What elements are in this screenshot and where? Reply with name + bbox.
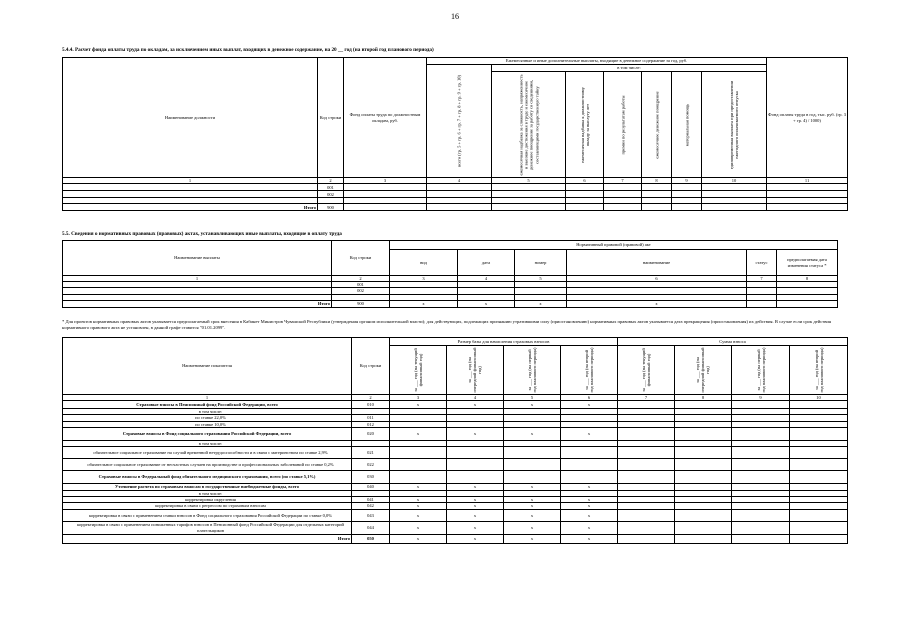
row-label: корректировка в связи с применением ставки взносов в Фонд социального страхования Российской Федерации по ставке 0,0% (63, 509, 352, 521)
col-header-c10: единовременная выплата при предоставлении ежегодного оплачиваемого отпуска (702, 72, 767, 178)
row-label: Уточнение расчета по страховым взносам в государственные внебюджетные фонды, всего (63, 484, 352, 491)
table-row (63, 521, 848, 534)
col-header-total: всего (гр. 5 + гр. 6 + гр. 7 + гр. 8 + гр. 9 + гр. 10) (427, 65, 492, 178)
col-header-date: дата (458, 250, 515, 276)
x-mark: x (504, 427, 561, 440)
col-header-fund: Фонд оплаты труда по должностным окладам, руб. (344, 58, 427, 178)
insurance-contributions-table (62, 337, 848, 544)
row-code: 030 (352, 471, 390, 484)
table-row (63, 459, 848, 471)
x-mark: x (447, 401, 504, 409)
row-label: Страховые взносы в Федеральный фонд обязательного медицинского страхования, всего (по ставке 5,1%) (63, 471, 352, 484)
row-label: Страховые взносы в Пенсионный фонд Российской Федерации, всего (63, 401, 352, 409)
table-row (63, 427, 848, 440)
row-code: 022 (352, 459, 390, 471)
row-label: в том числе: (63, 409, 352, 415)
col-header-nomer: номер (515, 250, 567, 276)
row-label: по ставке 22,0% (63, 415, 352, 421)
col-header-c6: за ___ год (на второй год планового периода) (561, 346, 618, 395)
total-row: Итого 900 (63, 204, 848, 211)
col-header-code: Код строки (318, 58, 344, 178)
col-header-c10: за ___ год (на второй год планового периода) (790, 346, 848, 395)
total-row: Итого 900 x x x x (63, 300, 838, 307)
table-row: 001 (63, 184, 848, 191)
row-code: 021 (352, 447, 390, 459)
col-header-c4: за ___ год (на очередной финансовый год) (447, 346, 504, 395)
row-code: 043 (352, 509, 390, 521)
x-mark: x (504, 509, 561, 521)
row-code: 042 (352, 503, 390, 509)
col-header-vid: вид (390, 250, 458, 276)
row-label: Страховые взносы в Фонд социального страхования Российской Федерации, всего (63, 427, 352, 440)
col-header-pred: предполагаемая дата изменения статуса * (777, 250, 838, 276)
row-label: в том числе: (63, 440, 352, 446)
col-header-code: Код строки (332, 241, 390, 276)
col-header-name: Наименование должности (63, 58, 318, 178)
section-title-544: 5.4.4. Расчет фонда оплаты труда по окладам, за исключением иных выплат, входящих в денежное содержание, на 20 __ год (на второй год планового периода) (62, 47, 434, 53)
row-label: корректировка в связи с регрессом по страховым взносам (63, 503, 352, 509)
table-row (63, 401, 848, 409)
table-row: 002 (63, 288, 838, 294)
col-header-name: Наименование выплаты (63, 241, 332, 276)
x-mark: x (390, 503, 447, 509)
row-code: 012 (352, 421, 390, 427)
col-header-group: Нормативный правовой (правовой) акт (390, 241, 838, 250)
x-mark: x (390, 484, 447, 491)
col-header-c5: за ___ год (на первый год планового периода) (504, 346, 561, 395)
row-code: 041 (352, 497, 390, 503)
x-mark: x (390, 521, 447, 534)
x-mark: x (447, 484, 504, 491)
x-mark: x (447, 497, 504, 503)
x-mark: x (390, 497, 447, 503)
row-code: 011 (352, 415, 390, 421)
x-mark: x (390, 427, 447, 440)
row-label: в том числе: (63, 491, 352, 497)
x-mark: x (561, 401, 618, 409)
col-header-fund-year: Фонд оплаты труда в год, тыс. руб. (гр. 3 + гр. 4) / 1000) (767, 58, 848, 178)
row-code: 040 (352, 484, 390, 491)
col-header-incl: в том числе: (492, 65, 767, 72)
x-mark: x (447, 521, 504, 534)
col-header-status: статус (747, 250, 777, 276)
table-row (63, 484, 848, 491)
col-header-c9: за ___ год (на первый год планового периода) (732, 346, 790, 395)
col-header-code: Код строки (352, 338, 390, 395)
x-mark: x (561, 503, 618, 509)
table-row (63, 471, 848, 484)
total-row: Итого 050 x x x x (63, 534, 848, 543)
x-mark: x (390, 509, 447, 521)
table-row (63, 509, 848, 521)
column-numbers-row: 1 2 3 4 5 6 7 8 (63, 276, 838, 282)
x-mark: x (561, 509, 618, 521)
column-numbers-row: 1 2 3 4 5 6 7 8 9 10 (63, 395, 848, 401)
footnote: * Для проектов нормативных правовых актов указывается предполагаемый срок внесения в Кабинет Министров Чувашской Республики (утверждения органом исполнительной власти); для действующих, подлежащих признанию утратившими силу (приостановлению) нормативных правовых актов указывается дата прекращения (приостановления) их действия. В случае если срок действия нормативного правового акта не установлен, в данной графе ставится "01.01.2099". (62, 319, 831, 331)
x-mark: x (561, 497, 618, 503)
col-header-sum: Сумма взноса (618, 338, 848, 346)
normative-acts-table (62, 240, 838, 308)
x-mark: x (504, 521, 561, 534)
x-mark: x (504, 401, 561, 409)
x-mark: x (504, 484, 561, 491)
table-row (63, 447, 848, 459)
col-header-c7: премии по результатам работы (604, 72, 642, 178)
col-header-c8: ежемесячное денежное поощрение (642, 72, 672, 178)
x-mark: x (504, 503, 561, 509)
col-header-c9: материальная помощь (672, 72, 702, 178)
salary-fund-table (62, 57, 848, 211)
col-header-c3: за ___ год (на текущий финансовый год) (390, 346, 447, 395)
x-mark: x (390, 401, 447, 409)
row-code: 020 (352, 427, 390, 440)
col-header-rate: Размер базы для начисления страховых взносов (390, 338, 618, 346)
col-header-c8: за ___ год (на очередной финансовый год) (675, 346, 732, 395)
x-mark: x (447, 503, 504, 509)
row-label: обязательное социальное страхование на случай временной нетрудоспособности и в связи с материнством по ставке 2,9% (63, 447, 352, 459)
row-label: корректировка округления (63, 497, 352, 503)
x-mark: x (561, 484, 618, 491)
table-row: 002 (63, 191, 848, 198)
row-label: по ставке 10,0% (63, 421, 352, 427)
section-title-55: 5.5. Сведения о нормативных правовых (правовых) актах, устанавливающих иные выплаты, входящие в оплату труда (62, 231, 342, 237)
col-header-c7: за ___ год (на текущий финансовый год) (618, 346, 675, 395)
col-header-c6: ежемесячная надбавка к должностному окладу за выслугу лет (566, 72, 604, 178)
x-mark: x (561, 427, 618, 440)
row-code: 010 (352, 401, 390, 409)
col-header-name: Наименование показателя (63, 338, 352, 395)
col-header-c5: ежемесячная надбавка за сложность, напряженность и высокие достижения в труде и ежемесячное денежное поощрение за работу со сведениями, составляющими государственную тайну (492, 72, 566, 178)
x-mark: x (561, 521, 618, 534)
row-label: обязательное социальное страхование от несчастных случаев на производстве и профессиональных заболеваний по ставке 0,2% (63, 459, 352, 471)
row-label: корректировка в связи с применением пониженных тарифов взносов в Пенсионный фонд Российской Федерации для отдельных категорий плательщиков (63, 521, 352, 534)
x-mark: x (447, 427, 504, 440)
col-header-group: Ежемесячные и иные дополнительные выплаты, входящие в денежное содержание за год, руб. (427, 58, 767, 65)
col-header-naim: наименование (567, 250, 747, 276)
x-mark: x (447, 509, 504, 521)
table-row: 001 (63, 282, 838, 288)
column-numbers-row: 1 2 3 4 5 6 7 8 9 10 11 (63, 178, 848, 184)
row-code: 044 (352, 521, 390, 534)
x-mark: x (504, 497, 561, 503)
page-number: 16 (451, 12, 459, 21)
